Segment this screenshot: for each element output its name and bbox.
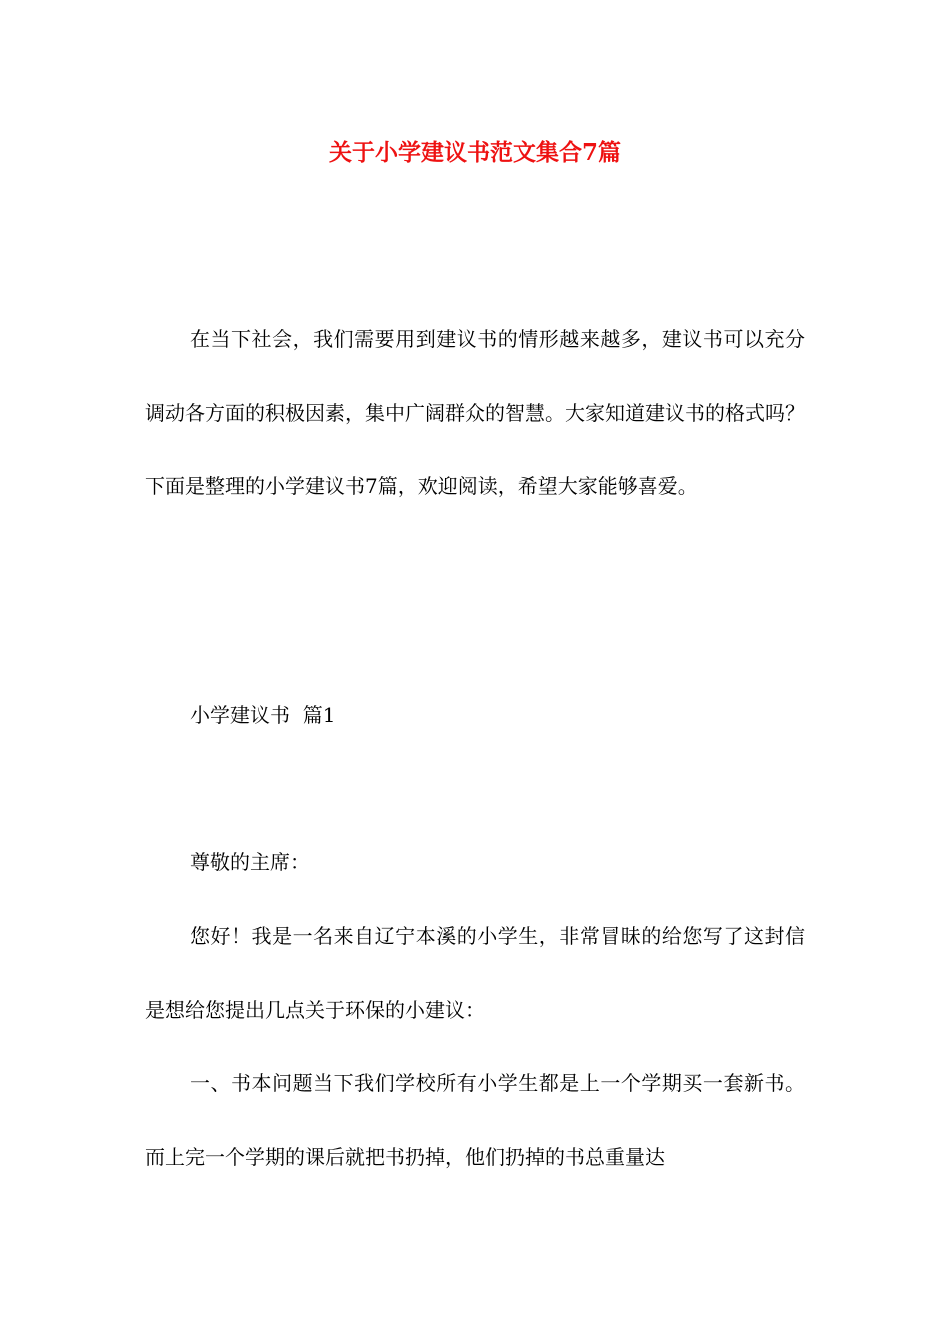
salutation: 尊敬的主席： <box>190 850 310 874</box>
document-title: 关于小学建议书范文集合7篇 <box>328 139 621 166</box>
body-paragraph: 您好！我是一名来自辽宁本溪的小学生，非常冒昧的给您写了这封信是想给您提出几点关于环保的小建议： <box>145 924 805 1022</box>
body-paragraph: 一、书本问题当下我们学校所有小学生都是上一个学期买一套新书。而上完一个学期的课后就把书扔掉，他们扔掉的书总重量达 <box>145 1071 805 1169</box>
intro-paragraph: 在当下社会，我们需要用到建议书的情形越来越多，建议书可以充分调动各方面的积极因素，集中广阔群众的智慧。大家知道建议书的格式吗？下面是整理的小学建议书7篇，欢迎阅读，希望大家能够喜爱。 <box>145 327 805 498</box>
section-heading: 小学建议书 篇1 <box>190 703 336 727</box>
